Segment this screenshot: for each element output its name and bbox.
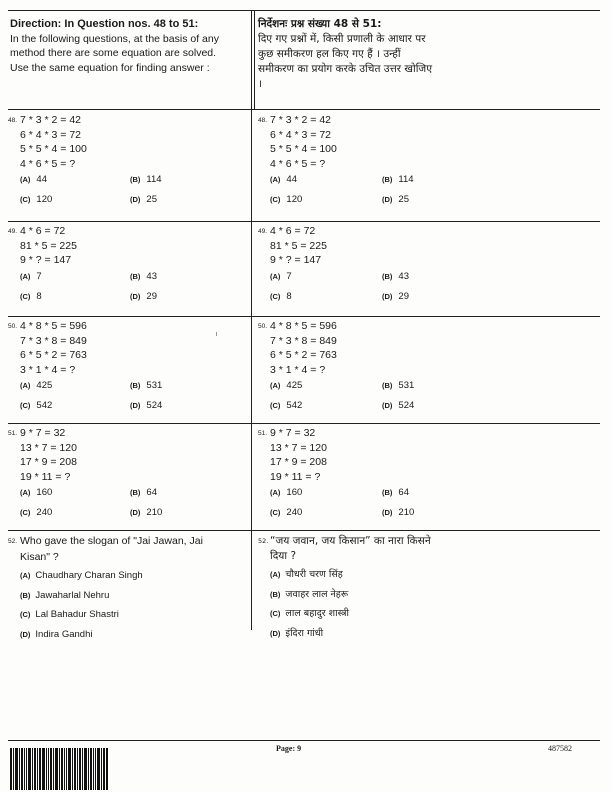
equation-line: 81 * 5 = 225 — [20, 240, 77, 253]
option-d: (D) 524 — [130, 399, 163, 411]
question-separator — [8, 221, 600, 222]
equation-line: 7 * 3 * 2 = 42 — [270, 114, 332, 126]
option-d: (D) 210 — [130, 506, 163, 518]
question-number: 49. — [8, 228, 18, 235]
option-b: (B) Jawaharlal Nehru — [20, 589, 110, 601]
question-number: 52. — [8, 538, 18, 545]
equation-line: 6 * 5 * 2 = 763 — [270, 349, 337, 362]
question-49-hi — [258, 224, 494, 309]
equation-line: 13 * 7 = 120 — [270, 442, 327, 455]
question-number: 51. — [8, 430, 18, 437]
exam-page — [8, 10, 600, 782]
equation-line: 7 * 3 * 8 = 849 — [270, 335, 337, 348]
equation-line: 19 * 11 = ? — [270, 470, 321, 483]
equation-line: 6 * 4 * 3 = 72 — [270, 129, 332, 142]
question-text: Kisan" ? — [20, 550, 59, 563]
question-51-hi — [258, 426, 494, 525]
option-c: (C) 8 — [270, 290, 292, 302]
option-a: (A) 44 — [270, 173, 297, 185]
equation-line: 17 * 9 = 208 — [20, 456, 77, 469]
option-d: (D) Indira Gandhi — [20, 628, 93, 640]
option-b: (B) 114 — [382, 173, 414, 185]
equation-line: 3 * 1 * 4 = ? — [20, 363, 76, 376]
option-d: (D) 25 — [130, 193, 157, 205]
option-a: (A) 425 — [20, 379, 53, 391]
option-d: (D) इंदिरा गांधी — [270, 627, 324, 639]
paper-code: 487582 — [548, 744, 572, 753]
question-number: 52. — [258, 537, 269, 545]
question-52-hi — [258, 534, 494, 643]
equation-line: 17 * 9 = 208 — [270, 456, 327, 469]
option-a: (A) 160 — [20, 486, 53, 498]
option-d: (D) 29 — [130, 290, 157, 302]
option-b: (B) 64 — [382, 486, 409, 498]
direction-line-hi: समीकरण का प्रयोग करके उचित उत्तर खोजिए — [258, 63, 433, 75]
question-48-hi — [258, 113, 494, 212]
option-c: (C) 542 — [270, 399, 303, 411]
direction-line-en: Use the same equation for finding answer : — [10, 61, 210, 74]
option-a: (A) 425 — [270, 379, 303, 391]
equation-line: 6 * 4 * 3 = 72 — [20, 129, 82, 142]
option-a: (A) 44 — [20, 173, 47, 185]
option-c: (C) 542 — [20, 399, 53, 411]
direction-line-hi: कुछ समीकरण हल किए गए हैं । उन्हीं — [258, 48, 401, 60]
option-c: (C) 240 — [20, 506, 53, 518]
question-number: 49. — [258, 228, 268, 235]
option-b: (B) 64 — [130, 486, 157, 498]
equation-line: 7 * 3 * 2 = 42 — [20, 114, 82, 126]
question-number: 50. — [8, 323, 18, 330]
option-b: (B) 531 — [130, 379, 163, 391]
option-d: (D) 25 — [382, 193, 409, 205]
equation-line: 9 * 7 = 32 — [270, 427, 316, 439]
question-number: 50. — [258, 323, 268, 330]
option-a: (A) 7 — [270, 270, 292, 282]
option-c: (C) 8 — [20, 290, 42, 302]
option-c: (C) लाल बहादुर शास्त्री — [270, 608, 349, 619]
direction-english — [10, 17, 248, 75]
question-52-en — [8, 534, 246, 644]
direction-line-hi: । — [258, 78, 262, 90]
option-c: (C) 240 — [270, 506, 303, 518]
column-divider-double — [254, 11, 255, 109]
equation-line: 4 * 8 * 5 = 596 — [20, 320, 87, 332]
equation-line: 19 * 11 = ? — [20, 470, 71, 483]
option-c: (C) 120 — [20, 193, 53, 205]
question-number: 48. — [8, 117, 18, 124]
option-a: (A) 160 — [270, 486, 303, 498]
equation-line: 9 * ? = 147 — [270, 254, 322, 267]
option-d: (D) 210 — [382, 506, 415, 518]
question-50-hi — [258, 319, 494, 418]
column-divider — [251, 10, 252, 630]
question-49-en — [8, 224, 244, 309]
equation-line: 4 * 6 = 72 — [20, 225, 66, 237]
option-b: (B) 43 — [382, 270, 409, 282]
equation-line: 3 * 1 * 4 = ? — [270, 363, 326, 376]
direction-heading-en: Direction: In Question nos. 48 to 51: — [10, 18, 199, 30]
question-separator — [8, 316, 600, 317]
question-51-en — [8, 426, 244, 525]
question-text: “जय जवान, जय किसान” का नारा किसने — [270, 535, 431, 547]
question-separator — [8, 423, 600, 424]
option-b: (B) 531 — [382, 379, 415, 391]
equation-line: 13 * 7 = 120 — [20, 442, 77, 455]
equation-line: 81 * 5 = 225 — [270, 240, 327, 253]
question-text: दिया ? — [270, 550, 297, 562]
option-d: (D) 29 — [382, 290, 409, 302]
equation-line: 4 * 8 * 5 = 596 — [270, 320, 337, 332]
option-c: (C) 120 — [270, 193, 303, 205]
equation-line: 5 * 5 * 4 = 100 — [20, 143, 87, 156]
equation-line: 7 * 3 * 8 = 849 — [20, 335, 87, 348]
direction-box — [8, 10, 600, 110]
equation-line: 4 * 6 = 72 — [270, 225, 316, 237]
equation-line: 5 * 5 * 4 = 100 — [270, 143, 337, 156]
question-48-en — [8, 113, 244, 212]
option-b: (B) 43 — [130, 270, 157, 282]
direction-line-hi: दिए गए प्रश्नों में, किसी प्रणाली के आधार पर — [258, 33, 426, 45]
equation-line: 4 * 6 * 5 = ? — [270, 157, 326, 170]
question-number: 48. — [258, 117, 268, 124]
page-number: Page: 9 — [276, 744, 302, 753]
question-50-en — [8, 319, 244, 418]
question-separator — [8, 530, 600, 531]
direction-line-en: method there are some equation are solved. — [10, 47, 217, 59]
footer-rule — [8, 740, 600, 741]
option-c: (C) Lal Bahadur Shastri — [20, 609, 119, 620]
question-number: 51. — [258, 430, 268, 437]
option-b: (B) 114 — [130, 173, 162, 185]
option-d: (D) 524 — [382, 399, 415, 411]
equation-line: 9 * ? = 147 — [20, 254, 72, 267]
equation-line: 9 * 7 = 32 — [20, 427, 66, 439]
equation-line: 6 * 5 * 2 = 763 — [20, 349, 87, 362]
question-text: Who gave the slogan of "Jai Jawan, Jai — [20, 535, 203, 547]
option-a: (A) Chaudhary Charan Singh — [20, 570, 143, 581]
option-a: (A) 7 — [20, 270, 42, 282]
equation-line: 4 * 6 * 5 = ? — [20, 157, 76, 170]
direction-line-en: In the following questions, at the basis of any — [10, 32, 219, 45]
barcode-icon — [10, 748, 108, 790]
option-a: (A) चौधरी चरण सिंह — [270, 569, 343, 580]
option-b: (B) जवाहर लाल नेहरू — [270, 588, 349, 600]
direction-hindi — [258, 17, 492, 92]
direction-heading-hi: निर्देशनः प्रश्न संख्या 48 से 51: — [258, 18, 382, 30]
